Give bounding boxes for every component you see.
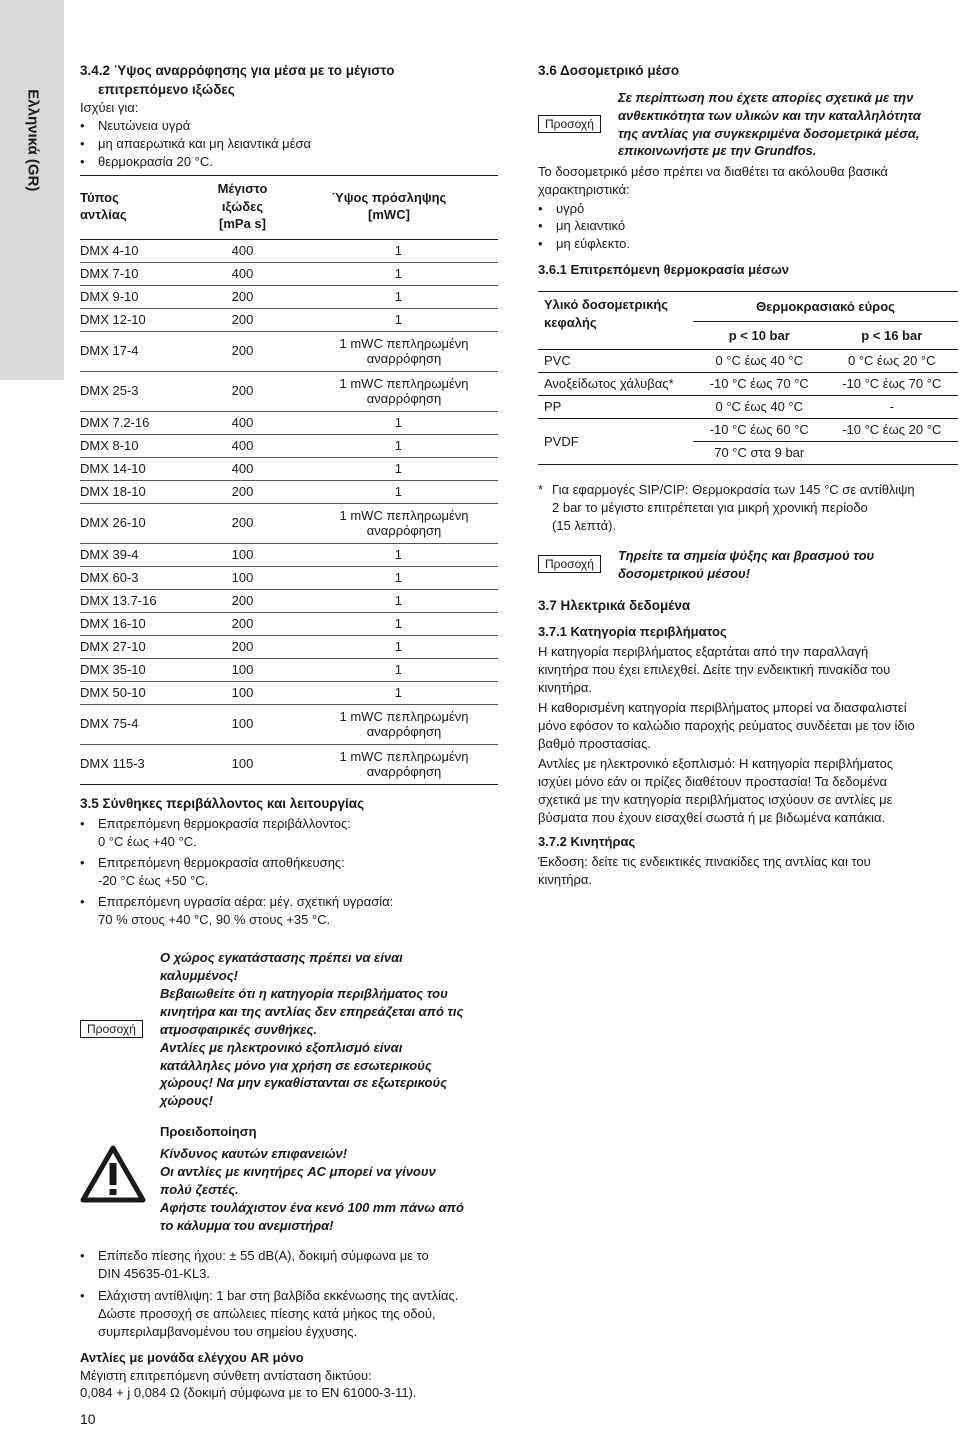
- paragraph-line: βύσματα που έχουν εισαχθεί σωστά ή με βιδωμένα καπάκια.: [538, 809, 886, 825]
- table-row: [80, 589, 498, 612]
- table-cell: 0 °C έως 20 °C: [826, 350, 959, 373]
- warning-title: Προειδοποίηση: [160, 1123, 257, 1139]
- suction-head-cell: 1: [280, 411, 498, 434]
- table-row: [80, 411, 498, 434]
- pump-type-cell: DMX 17-4: [80, 331, 205, 371]
- viscosity-cell: 100: [231, 756, 254, 772]
- suction-head-cell: 1: [280, 308, 498, 331]
- list-item: • θερμοκρασία 20 °C.: [80, 153, 498, 171]
- list-item: [80, 815, 498, 851]
- suction-head-table: [80, 175, 498, 785]
- list-item: [80, 1287, 498, 1341]
- section-342-title: [80, 62, 498, 99]
- viscosity-cell: 200: [205, 331, 280, 371]
- language-label: Ελληνικά (GR): [24, 89, 42, 192]
- viscosity-cell: 400: [205, 262, 280, 285]
- viscosity-cell: 200: [205, 480, 280, 503]
- suction-head-cell: 1: [280, 480, 498, 503]
- pump-type-cell: DMX 27-10: [80, 635, 205, 658]
- section-35-title: 3.5 Σύνθηκες περιβάλλοντος και λειτουργίας: [80, 795, 365, 811]
- viscosity-cell: 100: [205, 543, 280, 566]
- ar-line: 0,084 + j 0,084 Ω (δοκιμή σύμφωνα με το EN 61000-3-11).: [80, 1385, 417, 1401]
- warning-line: Κίνδυνος καυτών επιφανειών!: [160, 1145, 348, 1161]
- caution-text: [160, 949, 500, 1110]
- suction-head-cell: 1 mWC πεπληρωμένη αναρρόφηση: [280, 704, 498, 744]
- viscosity-cell: 100: [205, 658, 280, 681]
- list-item-text: DIN 45635-01-KL3.: [98, 1265, 211, 1281]
- table-row: [80, 543, 498, 566]
- section-342-title-line1: 3.4.2 Ύψος αναρρόφησης για μέσα με το μέγιστο: [80, 63, 395, 78]
- paragraph: [538, 699, 958, 753]
- caution-line: Σε περίπτωση που έχετε απορίες σχετικά με την: [618, 89, 914, 105]
- section-36-title: 3.6 Δοσομετρικό μέσο: [538, 63, 680, 78]
- suction-head-cell: 1 mWC πεπληρωμένη αναρρόφηση: [280, 503, 498, 543]
- table-row: [538, 419, 958, 442]
- viscosity-cell: 400: [205, 239, 280, 262]
- table-cell: Ανοξείδωτος χάλυβας*: [538, 373, 693, 396]
- footnote: [538, 481, 958, 535]
- footnote-star: *: [538, 481, 544, 497]
- viscosity-cell: 100: [205, 704, 280, 744]
- suction-head-cell: 1: [280, 285, 498, 308]
- table-row: [538, 396, 958, 419]
- suction-head-cell: 1: [280, 457, 498, 480]
- suction-head-cell: 1: [280, 612, 498, 635]
- caution-line: ανθεκτικότητα των υλικών και την καταλληλότητα: [618, 107, 921, 123]
- table-cell: PVDF: [538, 419, 693, 465]
- intro-line: χαρακτηριστικά:: [538, 181, 630, 197]
- header-temp-range: Θερμοκρασιακό εύρος: [693, 292, 958, 322]
- header-p16: p < 16 bar: [826, 322, 959, 350]
- warning-note: [80, 1123, 498, 1233]
- caution-line: της αντλίας για συγκεκριμένα δοσομετρικά μέσα,: [618, 125, 920, 141]
- header-text: Υλικό δοσομετρικής: [544, 297, 669, 313]
- paragraph-line: Η κατηγορία περιβλήματος εξαρτάται από την παραλλαγή: [538, 644, 869, 660]
- paragraph-line: σχετικά με την κατηγορία περιβλήματος ισχύουν σε αντλίες με: [538, 791, 893, 807]
- list-item-text: 0 °C έως +40 °C.: [98, 834, 197, 850]
- suction-head-cell: 1: [280, 434, 498, 457]
- table-cell: -10 °C έως 70 °C: [826, 373, 959, 396]
- table-body: [80, 239, 498, 784]
- suction-head-cell: 1: [280, 635, 498, 658]
- table-cell: 0 °C έως 40 °C: [693, 350, 826, 373]
- caution-note-cooling: [538, 547, 958, 583]
- table-row: [80, 658, 498, 681]
- suction-head-cell: 1 mWC πεπληρωμένη αναρρόφηση: [280, 331, 498, 371]
- table-cell: PVC: [538, 350, 693, 373]
- applies-label: Ισχύει για:: [80, 100, 139, 116]
- list-item: • μη λειαντικό: [538, 217, 958, 235]
- suction-head-cell: 1: [280, 589, 498, 612]
- pump-type-cell: DMX 115-3: [80, 756, 145, 772]
- ar-line: Μέγιστη επιτρεπόμενη σύνθετη αντίσταση δικτύου:: [80, 1367, 372, 1383]
- caution-label: Προσοχή: [538, 115, 601, 133]
- warning-body: [160, 1145, 500, 1235]
- table-cell: 70 °C στα 9 bar: [693, 442, 826, 465]
- pump-type-cell: DMX 8-10: [80, 434, 205, 457]
- pump-type-cell: DMX 7-10: [80, 262, 205, 285]
- suction-head-cell: 1: [280, 681, 498, 704]
- suction-head-cell: 1: [280, 543, 498, 566]
- list-item-text: Επιτρεπόμενη υγρασία αέρα: μέγ. σχετική υγρασία:: [98, 894, 394, 910]
- table-row: [80, 744, 498, 784]
- paragraph-line: κινητήρα.: [538, 680, 593, 696]
- pump-type-cell: DMX 26-10: [80, 503, 205, 543]
- left-column: [80, 62, 498, 1402]
- pump-type-cell: DMX 18-10: [80, 480, 205, 503]
- section-372-title: 3.7.2 Κινητήρας: [538, 833, 636, 849]
- viscosity-cell: 100: [205, 681, 280, 704]
- table-row: [80, 308, 498, 331]
- header-text: [mPa s]: [219, 216, 266, 232]
- caution-line: Βεβαιωθείτε ότι η κατηγορία περιβλήματος του: [160, 985, 448, 1001]
- caution-line: ατμοσφαιρικές συνθήκες.: [160, 1021, 318, 1037]
- viscosity-cell: 400: [205, 434, 280, 457]
- viscosity-cell: 200: [205, 635, 280, 658]
- table-row: [80, 681, 498, 704]
- list-item: • μη απαερωτικά και μη λειαντικά μέσα: [80, 135, 498, 153]
- pump-type-cell: DMX 12-10: [80, 308, 205, 331]
- viscosity-cell: 200: [205, 285, 280, 308]
- caution-line: δοσομετρικού μέσου!: [618, 565, 751, 581]
- table-row: [80, 704, 498, 744]
- paragraph-line: ισχύει μόνο εάν οι πρίζες διαθέτουν προστασία! Τα δεδομένα: [538, 773, 888, 789]
- pump-type-cell: DMX 4-10: [80, 239, 205, 262]
- table-header-row: [80, 176, 498, 240]
- col-suction-head: [280, 176, 498, 240]
- viscosity-cell: 200: [205, 589, 280, 612]
- table-cell: 0 °C έως 40 °C: [693, 396, 826, 419]
- caution-line: Τηρείτε τα σημεία ψύξης και βρασμού του: [618, 547, 875, 563]
- caution-label: Προσοχή: [80, 1020, 143, 1038]
- viscosity-cell: 200: [205, 371, 280, 411]
- paragraph-line: μόνο εφόσον το καλώδιο παροχής ρεύματος συνδέεται με τον ίδιο: [538, 718, 915, 734]
- caution-text: [618, 89, 960, 161]
- ar-title: Αντλίες με μονάδα ελέγχου AR μόνο: [80, 1349, 304, 1365]
- viscosity-cell: 200: [205, 503, 280, 543]
- warning-text: [160, 1123, 500, 1235]
- warning-line: Οι αντλίες με κινητήρες AC μπορεί να γίνουν: [160, 1163, 436, 1179]
- header-text: αντλίας: [80, 207, 127, 223]
- list-item-text: Δώστε προσοχή σε απώλειες πίεσης κατά μήκος της οδού,: [98, 1305, 436, 1321]
- viscosity-cell: 200: [205, 612, 280, 635]
- section-342-title-line2: επιτρεπόμενο ιξώδες: [98, 81, 235, 97]
- pump-type-cell: DMX 35-10: [80, 658, 205, 681]
- pump-type-cell: DMX 13.7-16: [80, 589, 205, 612]
- table-row: [80, 371, 498, 411]
- footnote-line: Για εφαρμογές SIP/CIP: Θερμοκρασία των 145 °C σε αντίθλιψη: [552, 481, 915, 497]
- header-p10: p < 10 bar: [693, 322, 826, 350]
- paragraph-line: κινητήρα που έχει επιλεχθεί. Δείτε την ενδεικτική πινακίδα του: [538, 662, 891, 678]
- warning-line: το κάλυμμα του ανεμιστήρα!: [160, 1217, 334, 1233]
- pump-type-cell: DMX 7.2-16: [80, 411, 205, 434]
- caution-text: [618, 547, 960, 583]
- warning-triangle-icon: [80, 1145, 146, 1203]
- col-max-viscosity: [205, 176, 280, 240]
- table-row: [80, 480, 498, 503]
- list-item: • μη εύφλεκτο.: [538, 235, 958, 253]
- list-item-text: -20 °C έως +50 °C.: [98, 873, 209, 889]
- section-37-title: 3.7 Ηλεκτρικά δεδομένα: [538, 597, 691, 613]
- warning-line: Αφήστε τουλάχιστον ένα κενό 100 mm πάνω από: [160, 1199, 464, 1215]
- header-material: [538, 292, 693, 350]
- header-text: ιξώδες: [221, 198, 264, 214]
- list-item-text: Επιτρεπόμενη θερμοκρασία αποθήκευσης:: [98, 855, 345, 871]
- right-column: [538, 62, 958, 889]
- caution-line: κατάλληλες μόνο για χρήση σε εσωτερικούς: [160, 1057, 432, 1073]
- page-number: 10: [80, 1411, 96, 1427]
- list-item-text: συμπεριλαμβανομένου του σημείου έγχυσης.: [98, 1323, 358, 1339]
- header-text: Τύπος: [80, 189, 119, 205]
- list-item: • Νευτώνεια υγρά: [80, 117, 498, 135]
- list-item-text: Επιτρεπόμενη θερμοκρασία περιβάλλοντος:: [98, 816, 351, 832]
- col-pump-type: [80, 176, 205, 240]
- paragraph-line: Η καθορισμένη κατηγορία περιβλήματος μπορεί να διασφαλιστεί: [538, 700, 907, 716]
- paragraph-line: κινητήρα.: [538, 871, 593, 887]
- table-row: [80, 285, 498, 308]
- table-row: [80, 457, 498, 480]
- pump-type-cell: DMX 60-3: [80, 566, 205, 589]
- list-item-text: 70 % στους +40 °C, 90 % στους +35 °C.: [98, 911, 331, 927]
- paragraph-line: Αντλίες με ηλεκτρονικό εξοπλισμό: Η κατηγορία περιβλήματος: [538, 755, 894, 771]
- table-cell: -10 °C έως 70 °C: [693, 373, 826, 396]
- caution-line: χώρους!: [160, 1093, 213, 1109]
- caution-note-media: [538, 89, 958, 161]
- table-cell: PP: [538, 396, 693, 419]
- caution-line: χώρους! Να μην εγκαθίστανται σε εξωτερικούς: [160, 1075, 448, 1091]
- table-row: [80, 331, 498, 371]
- header-text: Ύψος πρόσληψης: [331, 189, 447, 205]
- table-row: [80, 434, 498, 457]
- footnote-line: 2 bar το μέγιστο επιτρέπεται για μικρή χρονική περίοδο: [552, 499, 868, 515]
- caution-note: [80, 949, 498, 1109]
- pump-type-cell: DMX 9-10: [80, 285, 205, 308]
- electrical-list: [80, 1247, 498, 1341]
- caution-line: κινητήρα και της αντλίας δεν επηρεάζεται από τις: [160, 1003, 464, 1019]
- header-text: [mWC]: [368, 207, 410, 223]
- table-row: [538, 350, 958, 373]
- paragraph-line: Έκδοση: δείτε τις ενδεικτικές πινακίδες της αντλίας και του: [538, 853, 871, 869]
- pump-type-cell: DMX 39-4: [80, 543, 205, 566]
- paragraph: [538, 643, 958, 697]
- paragraph-line: βαθμό προστασίας.: [538, 736, 651, 751]
- suction-head-cell: 1 mWC πεπληρωμένη αναρρόφηση: [339, 748, 469, 780]
- list-item: • υγρό: [538, 200, 958, 218]
- intro-line: Το δοσομετρικό μέσο πρέπει να διαθέτει τα ακόλουθα βασικά: [538, 163, 888, 179]
- pump-type-cell: DMX 50-10: [80, 681, 205, 704]
- table-row: [80, 503, 498, 543]
- table-cell: -10 °C έως 60 °C: [693, 419, 826, 442]
- table-row: [80, 635, 498, 658]
- paragraph: [538, 755, 958, 827]
- caution-line: καλυμμένος!: [160, 967, 238, 983]
- list-item-text: Ελάχιστη αντίθλιψη: 1 bar στη βαλβίδα εκκένωσης της αντλίας.: [98, 1287, 459, 1303]
- section-361-title: 3.6.1 Επιτρεπόμενη θερμοκρασία μέσων: [538, 262, 790, 278]
- paragraph: [538, 853, 958, 889]
- section-371-title: 3.7.1 Κατηγορία περιβλήματος: [538, 624, 727, 640]
- media-temperature-table: [538, 291, 958, 465]
- list-item: [80, 893, 498, 929]
- suction-head-cell: 1: [280, 658, 498, 681]
- table-row: [80, 239, 498, 262]
- media-properties-list: [538, 200, 958, 254]
- table-cell: -: [826, 396, 959, 419]
- conditions-list: [80, 815, 498, 929]
- table-row: [80, 612, 498, 635]
- table-cell: [826, 442, 959, 465]
- header-text: κεφαλής: [544, 315, 597, 331]
- language-side-tab: [0, 0, 64, 380]
- pump-type-cell: DMX 25-3: [80, 371, 205, 411]
- list-item: [80, 854, 498, 890]
- viscosity-cell: 200: [205, 308, 280, 331]
- suction-head-cell: 1 mWC πεπληρωμένη αναρρόφηση: [280, 371, 498, 411]
- caution-line: Ο χώρος εγκατάστασης πρέπει να είναι: [160, 949, 403, 965]
- table-row: [80, 262, 498, 285]
- pump-type-cell: DMX 16-10: [80, 612, 205, 635]
- table-header-row: [538, 292, 958, 322]
- suction-head-cell: 1: [280, 566, 498, 589]
- viscosity-cell: 400: [205, 411, 280, 434]
- pump-type-cell: DMX 75-4: [80, 704, 205, 744]
- table-row: [80, 566, 498, 589]
- viscosity-cell: 100: [205, 566, 280, 589]
- caution-line: Αντλίες με ηλεκτρονικό εξοπλισμό είναι: [160, 1039, 403, 1055]
- suction-head-cell: 1: [280, 239, 498, 262]
- applies-list: [80, 117, 498, 171]
- viscosity-cell: 400: [205, 457, 280, 480]
- pump-type-cell: DMX 14-10: [80, 457, 205, 480]
- header-text: Μέγιστο: [217, 181, 268, 196]
- warning-line: πολύ ζεστές.: [160, 1181, 239, 1197]
- footnote-line: (15 λεπτά).: [552, 517, 617, 533]
- list-item: [80, 1247, 498, 1283]
- table-cell: -10 °C έως 20 °C: [826, 419, 959, 442]
- list-item-text: Επίπεδο πίεσης ήχου: ± 55 dB(A), δοκιμή σύμφωνα με το: [98, 1247, 429, 1263]
- caution-label: Προσοχή: [538, 555, 601, 573]
- suction-head-cell: 1: [280, 262, 498, 285]
- table-row: [538, 373, 958, 396]
- caution-line: επικοινωνήστε με την Grundfos.: [618, 143, 817, 159]
